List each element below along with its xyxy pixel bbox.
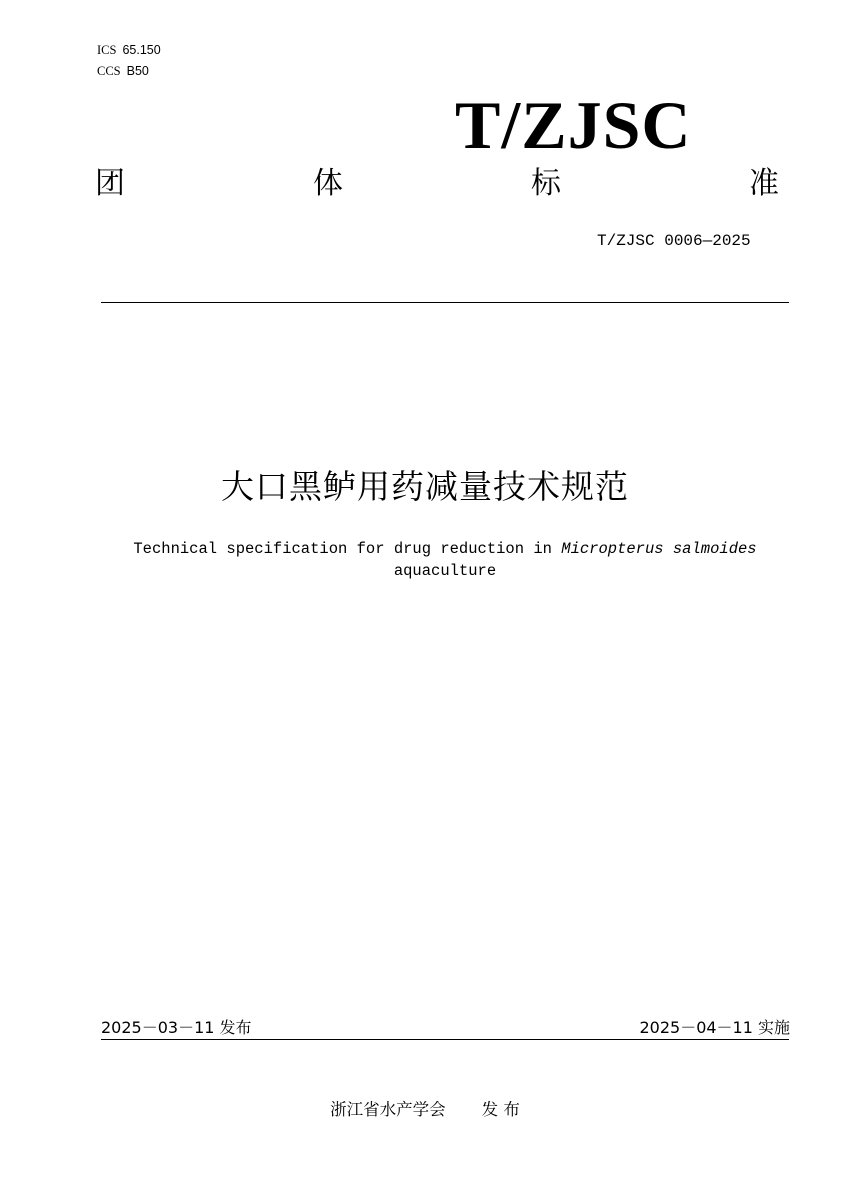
publisher-name: 浙江省水产学会 [330,1100,446,1119]
english-title-species: Micropterus salmoides [561,540,757,558]
issue-date: 2025－03－11 发布 [101,1018,252,1037]
standard-type-char-4: 准 [749,166,779,201]
english-title-suffix: aquaculture [393,562,497,580]
footer-divider [101,1039,789,1040]
standard-type-char-2: 体 [313,166,343,201]
english-title [100,538,790,582]
english-title-prefix: Technical specification for drug reduction in [133,540,552,558]
standard-number: T/ZJSC 0006—2025 [597,232,751,250]
chinese-title: 大口黑鲈用药减量技术规范 [221,467,629,506]
ccs-code: B50 [126,64,149,78]
publisher-action: 发 布 [481,1100,520,1119]
ccs-line [97,63,149,79]
ics-line [97,42,161,58]
publisher-line [0,1099,850,1121]
implementation-date: 2025－04－11 实施 [639,1018,790,1037]
ics-label: ICS [97,43,117,57]
standard-type-char-3: 标 [531,166,561,201]
standard-prefix: T/ZJSC [455,87,692,163]
ics-code: 65.150 [122,43,161,57]
ccs-label: CCS [97,64,121,78]
header-divider [101,302,789,303]
standard-type-char-1: 团 [95,166,125,201]
